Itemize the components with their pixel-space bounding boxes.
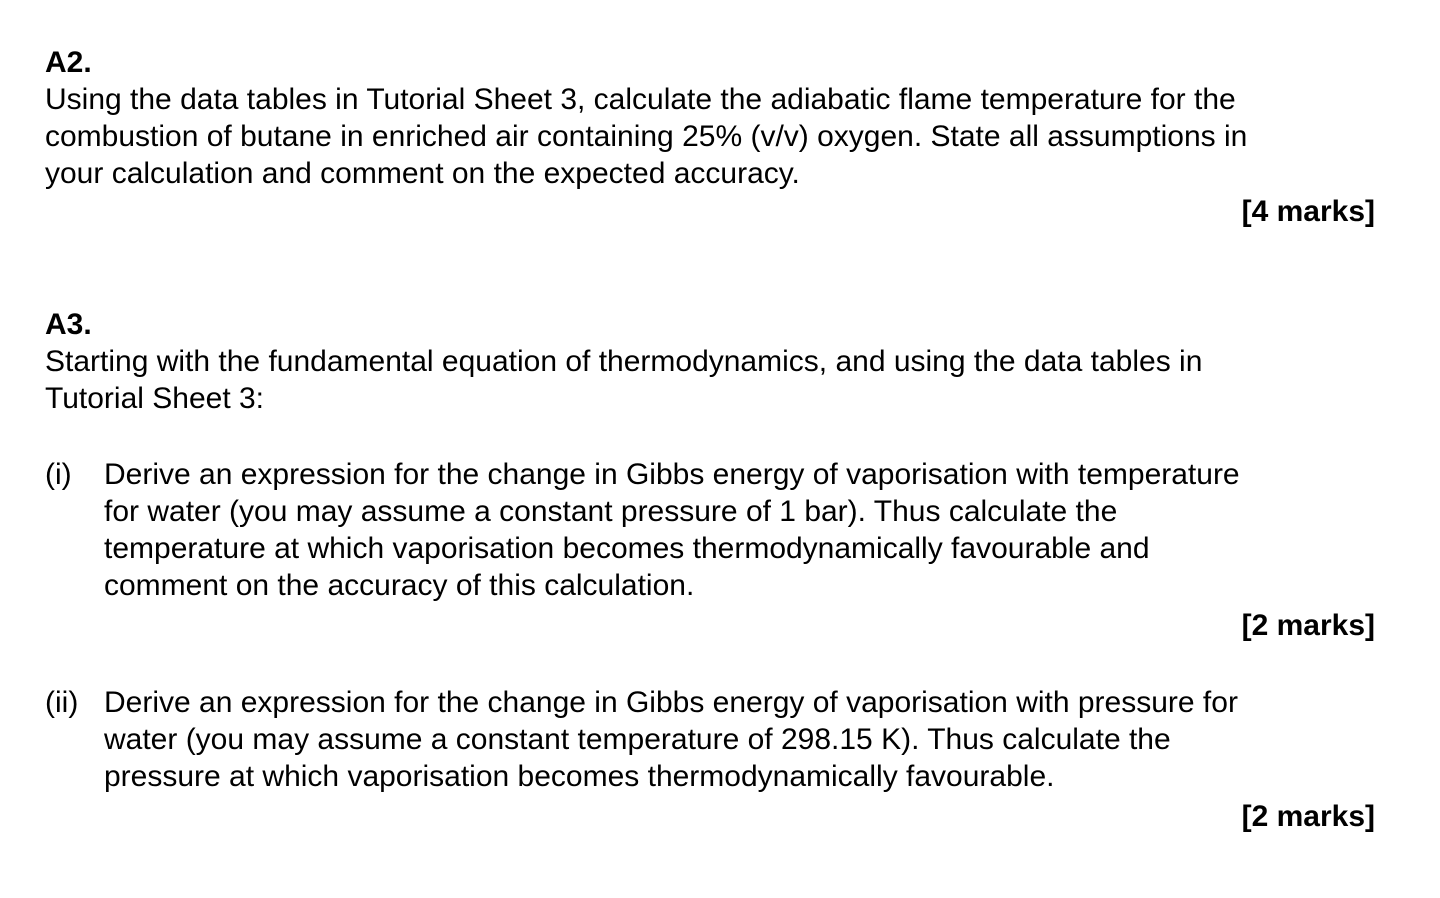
question-a2-text bbox=[45, 81, 1390, 192]
part-number: (ii) bbox=[45, 686, 79, 719]
question-a2-line: Using the data tables in Tutorial Sheet 3, calculate the adiabatic flame temperature for the bbox=[45, 83, 1236, 116]
part-line: for water (you may assume a constant pressure of 1 bar). Thus calculate the bbox=[104, 495, 1118, 528]
question-a2-marks: [4 marks] bbox=[1241, 195, 1375, 228]
question-a2-label: A2. bbox=[45, 46, 92, 79]
question-a2-line: your calculation and comment on the expected accuracy. bbox=[45, 157, 800, 190]
question-a3-label: A3. bbox=[45, 308, 92, 341]
question-a3-part-ii-marks: [2 marks] bbox=[1241, 800, 1375, 833]
part-number: (i) bbox=[45, 458, 72, 491]
part-line: pressure at which vaporisation becomes thermodynamically favourable. bbox=[104, 760, 1055, 793]
question-a3-intro-line: Starting with the fundamental equation of thermodynamics, and using the data tables in bbox=[45, 345, 1203, 378]
part-line: temperature at which vaporisation becomes thermodynamically favourable and bbox=[104, 532, 1150, 565]
part-line: Derive an expression for the change in Gibbs energy of vaporisation with pressure for bbox=[104, 686, 1238, 719]
question-a2-line: combustion of butane in enriched air containing 25% (v/v) oxygen. State all assumptions in bbox=[45, 120, 1248, 153]
question-a3-intro-line: Tutorial Sheet 3: bbox=[45, 382, 265, 415]
part-text bbox=[104, 684, 1238, 795]
part-line: water (you may assume a constant temperature of 298.15 K). Thus calculate the bbox=[104, 723, 1171, 756]
part-line: comment on the accuracy of this calculation. bbox=[104, 569, 695, 602]
part-text bbox=[104, 456, 1240, 604]
question-a3-intro bbox=[45, 343, 1390, 417]
question-a3-part-i-marks: [2 marks] bbox=[1241, 609, 1375, 642]
part-line: Derive an expression for the change in Gibbs energy of vaporisation with temperature bbox=[104, 458, 1240, 491]
